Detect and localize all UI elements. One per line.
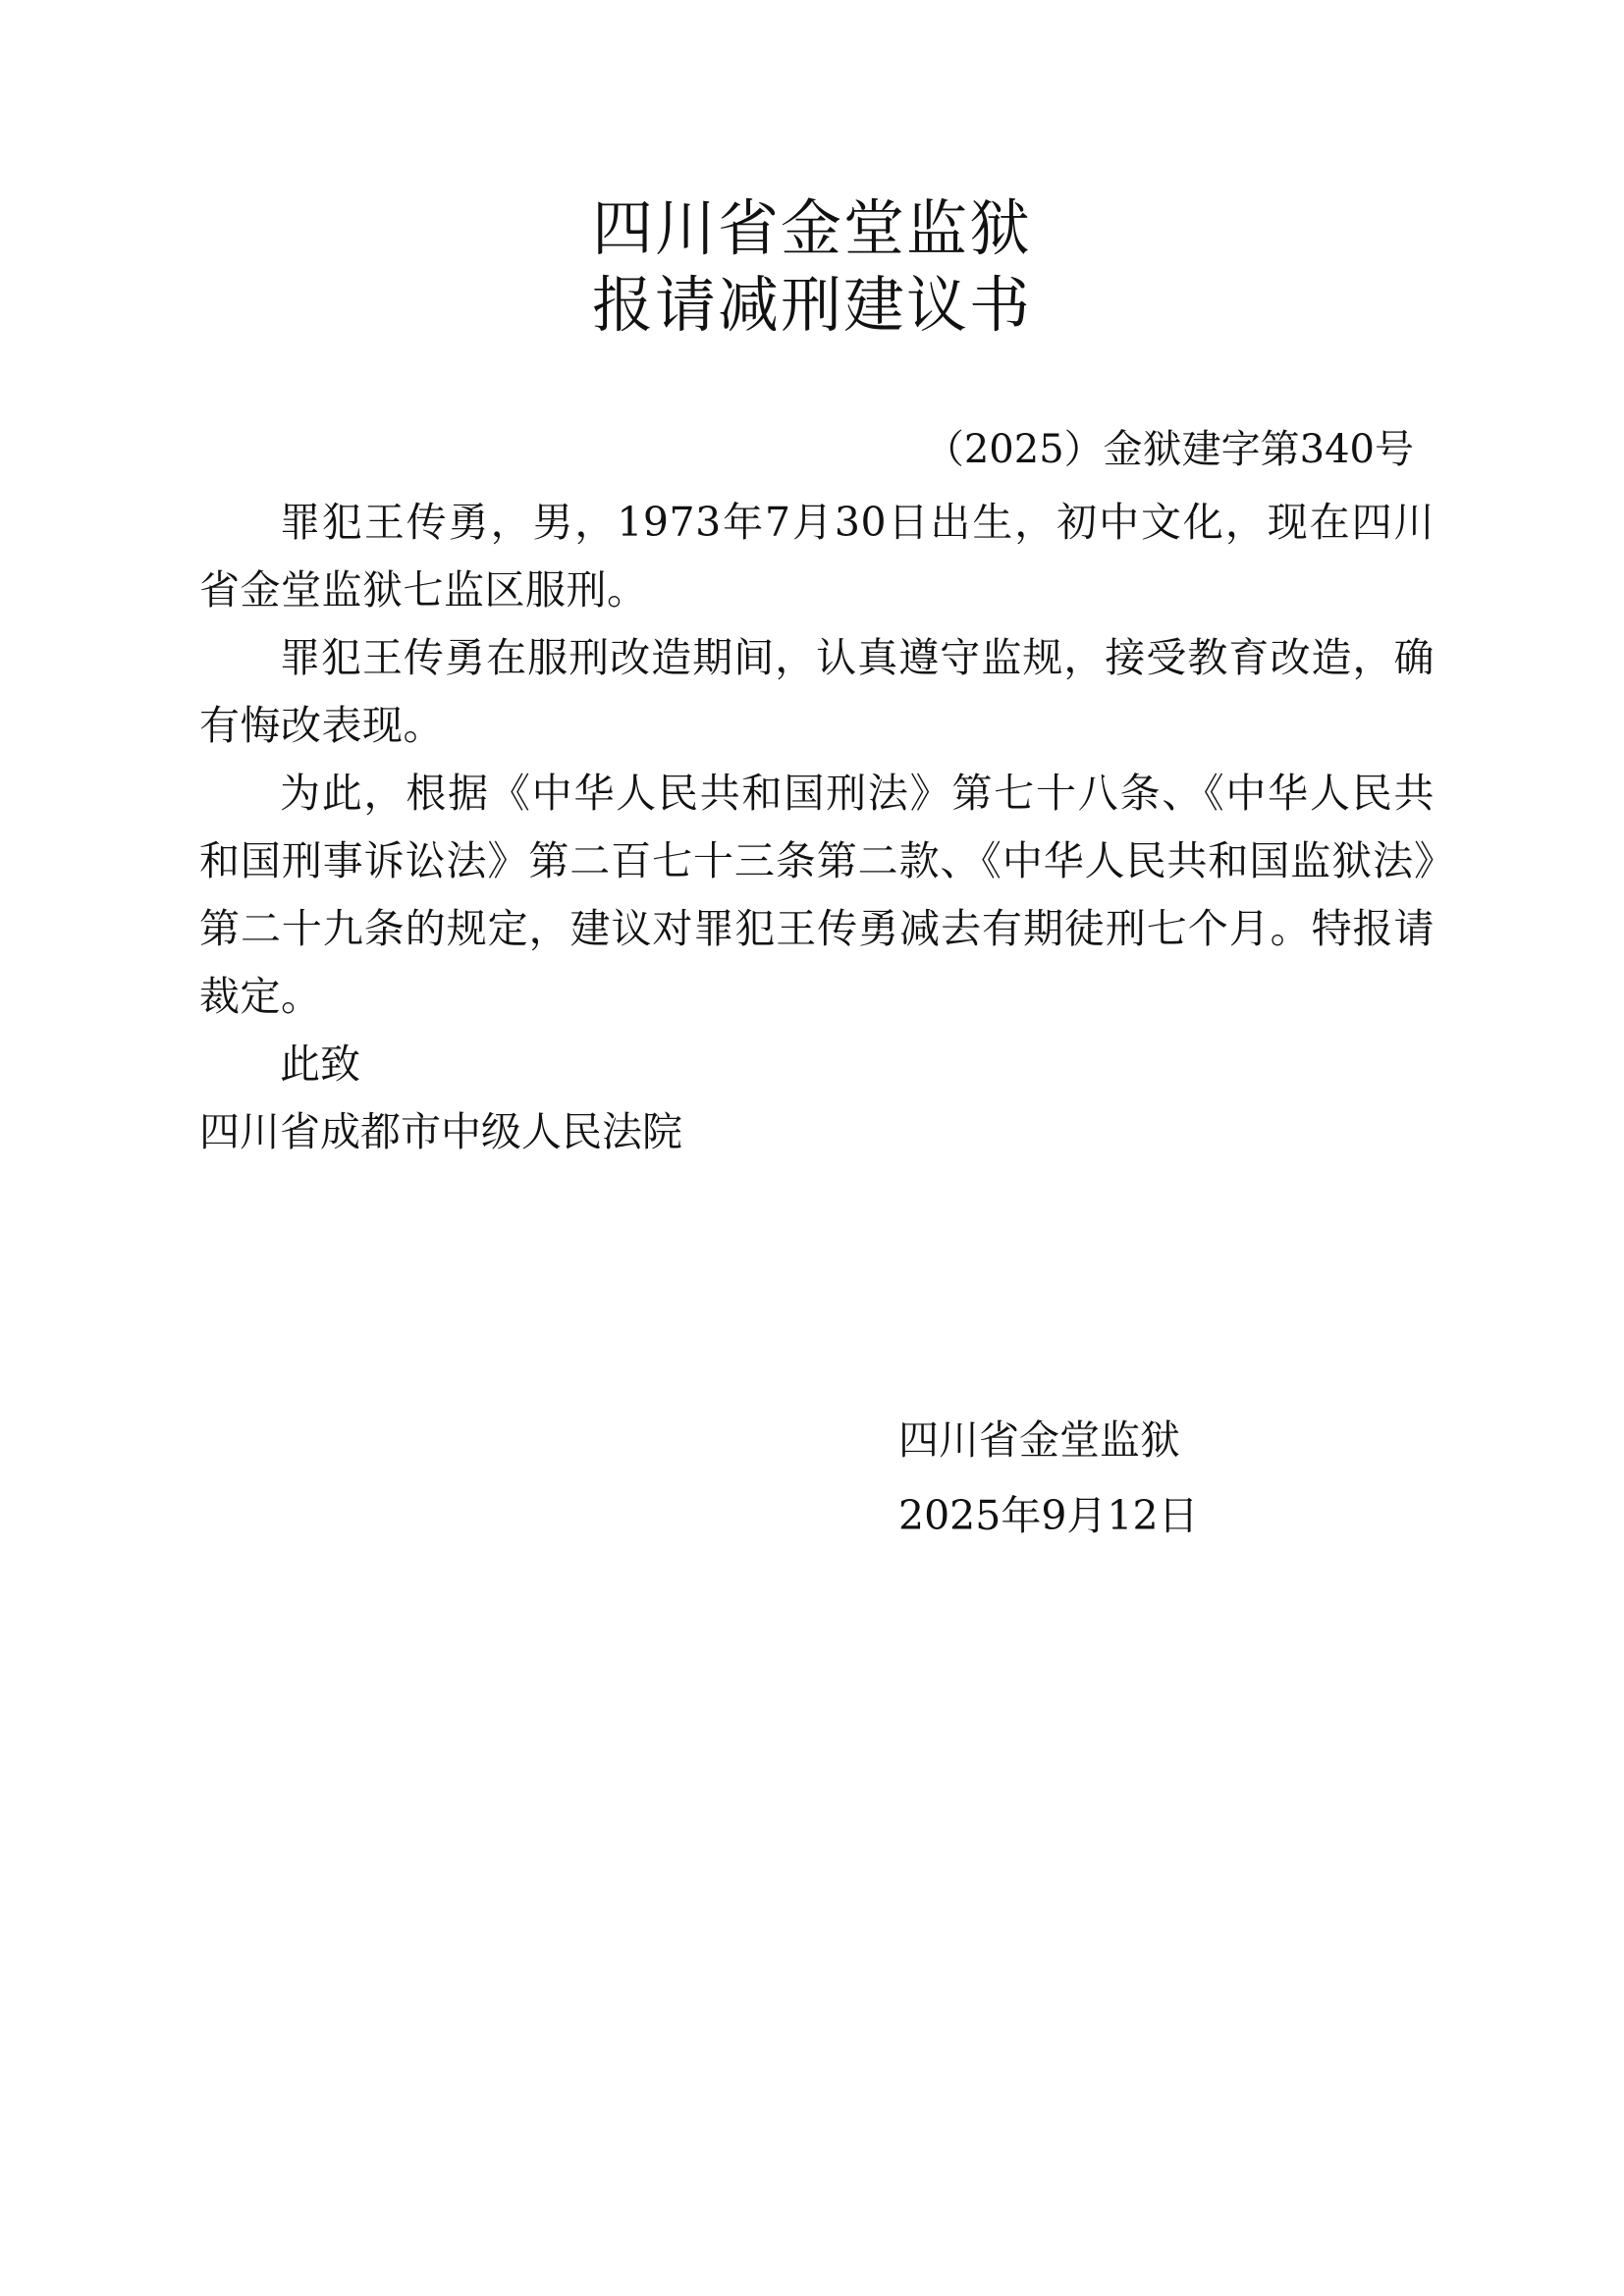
paragraph-criminal-info [199, 489, 1435, 624]
paragraph-text: 罪犯王传勇在服刑改造期间，认真遵守监规，接受教育改造，确有悔改表现。 [199, 634, 1435, 749]
document-number: （2025）金狱建字第340号 [924, 427, 1414, 472]
paragraph-text: 罪犯王传勇，男，1973年7月30日出生，初中文化，现在四川省金堂监狱七监区服刑。 [199, 499, 1435, 614]
document-title-line-2: 报请减刑建议书 [591, 269, 1032, 341]
closing-salutation: 此致 [280, 1041, 360, 1088]
document-title-line-1: 四川省金堂监狱 [591, 192, 1032, 264]
recipient-court: 四川省成都市中级人民法院 [199, 1108, 682, 1155]
paragraph-text: 为此，根据《中华人民共和国刑法》第七十八条、《中华人民共和国刑事诉讼法》第二百七十三条第二款、《中华人民共和国监狱法》第二十九条的规定，建议对罪犯王传勇减去有期徒刑七个月。特报请裁定。 [199, 770, 1435, 1020]
paragraph-conduct [199, 624, 1435, 760]
paragraph-legal-basis [199, 760, 1435, 1031]
signature-organization: 四川省金堂监狱 [898, 1416, 1180, 1464]
signature-date: 2025年9月12日 [898, 1492, 1199, 1539]
